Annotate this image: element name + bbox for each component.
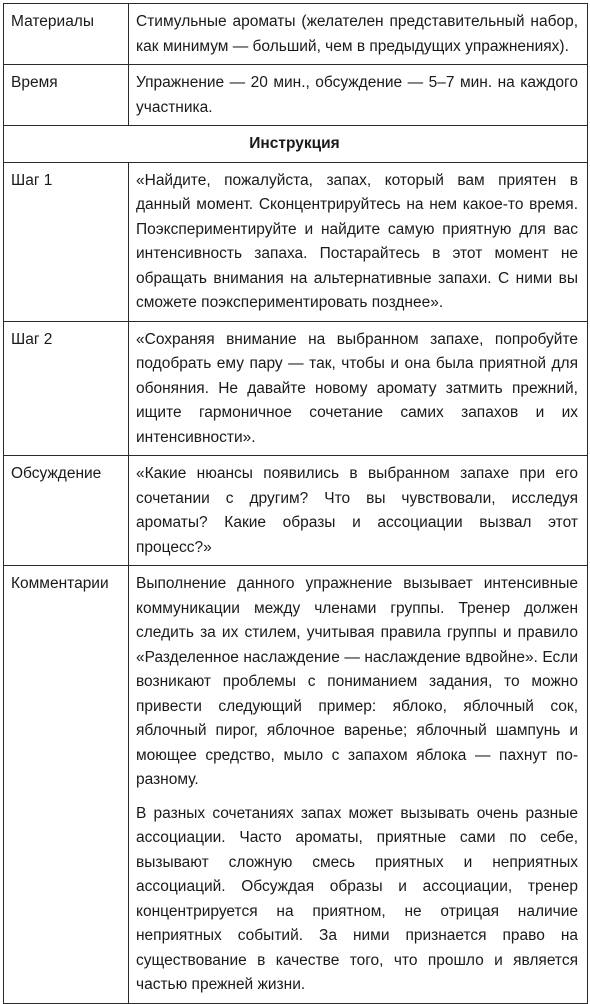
section-heading-instruction: Инструкция [4,126,588,163]
discussion-label: Обсуждение [4,456,129,566]
row-text-time: Упражнение — 20 мин., обсуждение — 5–7 мин. на каждого участника. [129,65,588,126]
table-row [4,4,588,65]
comments-label: Комментарии [4,566,129,1004]
table-row [4,321,588,456]
comments-paragraph-1: Выполнение данного упражнение вызывает интенсивные коммуникации между членами группы. Тренер должен следить за их стилем, учитывая правила группы и правило «Разделенное наслаждение — наслаждение вдвойне». Если возникают проблемы с пониманием задания, то можно привести следующий пример: яблоко, яблочный сок, яблочный пирог, яблочное варенье; яблочный шампунь и моющее средство, мыло с запахом яблока — пахнут по-разному. [136,575,578,788]
discussion-text: «Какие нюансы появились в выбранном запахе при его сочетании с другим? Что вы чувствовали, исследуя ароматы? Какие образы и ассоциации вызвал этот процесс?» [129,456,588,566]
table-row [4,566,588,1004]
step-1-label: Шаг 1 [4,162,129,321]
step-2-text: «Сохраняя внимание на выбранном запахе, попробуйте подобрать ему пару — так, чтобы и она была приятной для обоняния. Не давайте новому аромату затмить прежний, ищите гармоничное сочетание самих запахов и их интенсивности». [129,321,588,456]
comments-cell [129,566,588,1004]
table-row [4,456,588,566]
row-text-materials: Стимульные ароматы (желателен представительный набор, как минимум — больший, чем в предыдущих упражнениях). [129,4,588,65]
step-1-text: «Найдите, пожалуйста, запах, который вам приятен в данный момент. Сконцентрируйтесь на нем какое-то время. Поэкспериментируйте и найдите самую приятную для вас интенсивность запаха. Постарайтесь в этот момент не обращать внимания на альтернативные запахи. С ними вы сможете поэкспериментировать позднее». [129,162,588,321]
row-label-materials: Материалы [4,4,129,65]
table-row [4,162,588,321]
comments-paragraph-2: В разных сочетаниях запах может вызывать очень разные ассоциации. Часто ароматы, приятные сами по себе, вызывают сложную смесь приятных и неприятных ассоциаций. Обсуждая образы и ассоциации, тренер концентрируется на приятном, не отрицая наличие неприятных событий. За ними признается право на существование в качестве того, что прошло и является частью прежней жизни. [136,804,578,993]
table-row [4,65,588,126]
step-2-label: Шаг 2 [4,321,129,456]
row-label-time: Время [4,65,129,126]
exercise-table [3,3,588,1004]
section-row [4,126,588,163]
